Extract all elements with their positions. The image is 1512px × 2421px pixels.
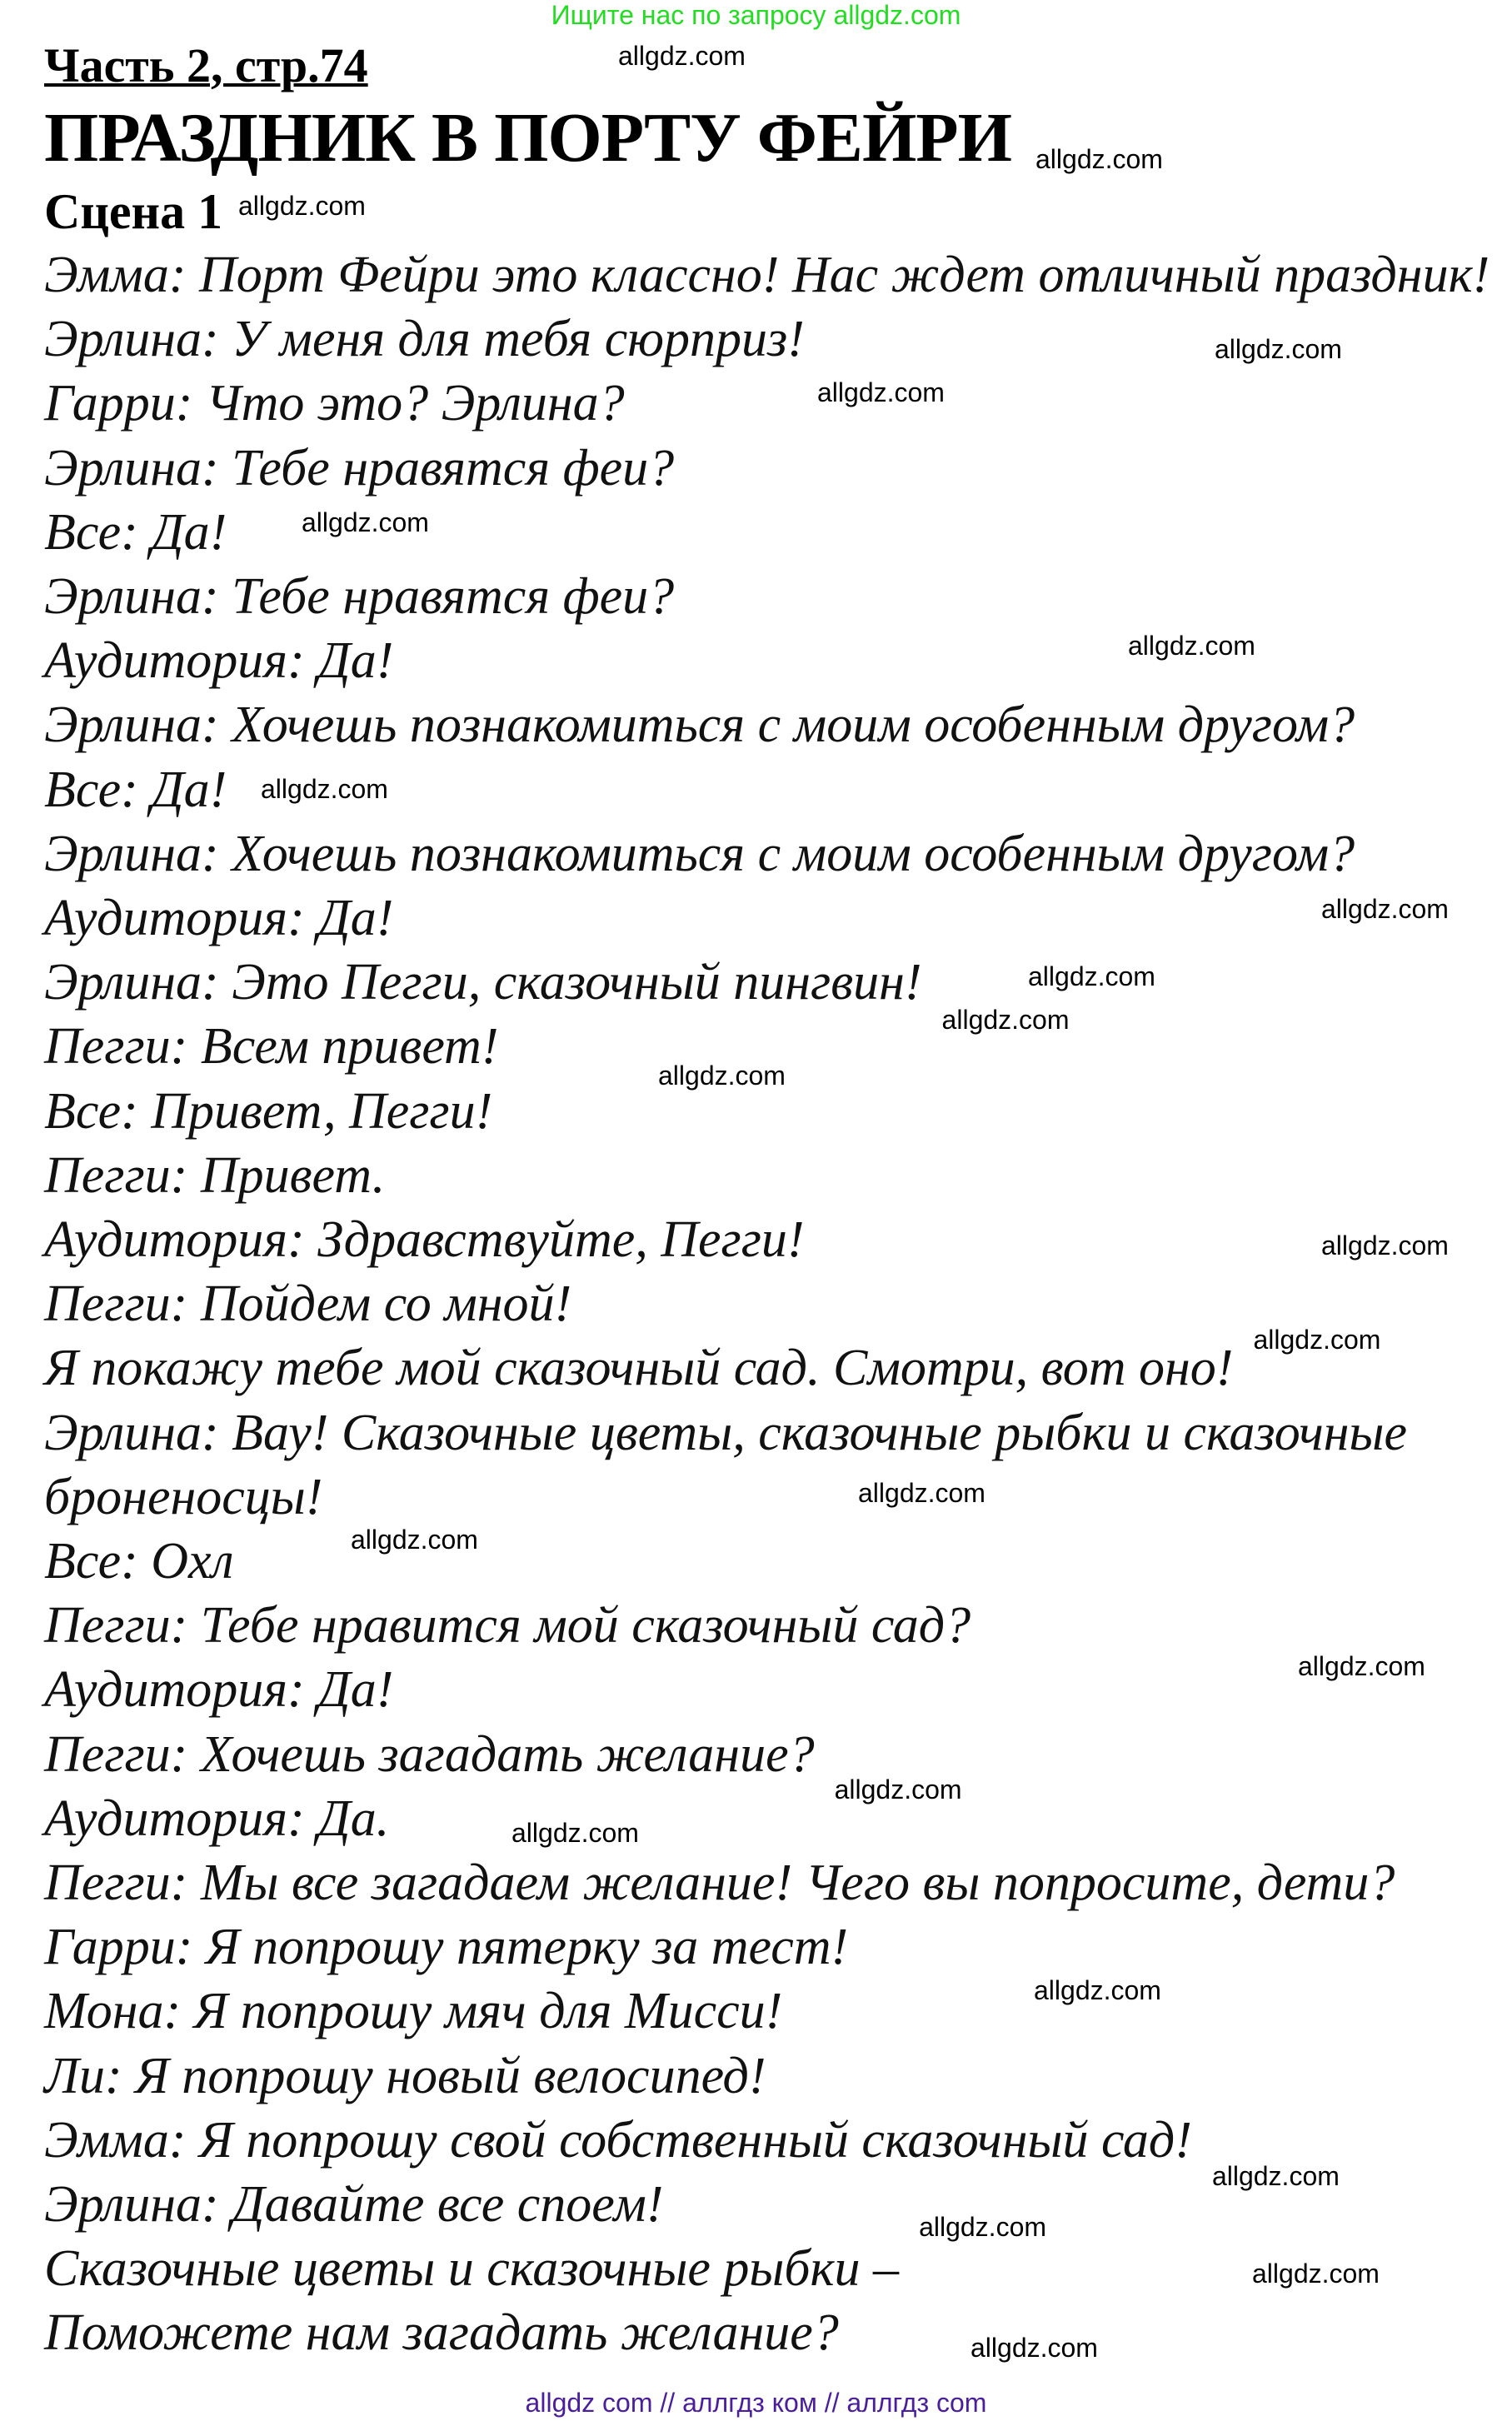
dialogue-line: Эрлина: Вау! Сказочные цветы, сказочные рыбки и сказочные: [44, 1404, 1408, 1461]
dialogue-line: Ли: Я попрошу новый велосипед!: [44, 2047, 766, 2104]
dialogue-line: Пегги: Хочешь загадать желание?: [44, 1725, 815, 1783]
dialogue-line: Мона: Я попрошу мяч для Мисси!: [44, 1983, 783, 2040]
watermark: allgdz.com: [302, 507, 429, 537]
page-title: ПРАЗДНИК В ПОРТУ ФЕЙРИ: [44, 99, 1011, 177]
watermark: allgdz.com: [1298, 1651, 1425, 1681]
dialogue-line: броненосцы!: [44, 1468, 323, 1525]
dialogue-line: Эрлина: Хочешь познакомиться с моим особенным другом?: [44, 825, 1355, 882]
watermark: allgdz.com: [261, 774, 388, 804]
dialogue-line: Эрлина: У меня для тебя сюрприз!: [44, 311, 805, 368]
watermark: allgdz.com: [658, 1061, 786, 1091]
dialogue-line: Аудитория: Да.: [44, 1790, 390, 1847]
dialogue-line: Пегги: Мы все загадаем желание! Чего вы попросите, дети?: [44, 1854, 1395, 1911]
watermark: allgdz.com: [817, 377, 945, 407]
watermark: allgdz.com: [1252, 2259, 1380, 2289]
dialogue-line: Эрлина: Тебе нравятся феи?: [44, 568, 675, 625]
dialogue-line: Все: Привет, Пегги!: [44, 1082, 493, 1140]
dialogue-line: Аудитория: Да!: [44, 890, 394, 946]
dialogue-line: Я покажу тебе мой сказочный сад. Смотри, вот оно!: [44, 1340, 1234, 1397]
dialogue-line: Гарри: Что это? Эрлина?: [44, 375, 625, 432]
watermark: allgdz.com: [618, 41, 746, 71]
watermark: allgdz.com: [351, 1525, 478, 1555]
scene-heading: Сцена 1: [44, 184, 223, 239]
watermark: allgdz.com: [1035, 144, 1163, 174]
dialogue-line: Эмма: Я попрошу свой собственный сказочный сад!: [44, 2111, 1192, 2169]
watermark: allgdz.com: [858, 1478, 986, 1508]
dialogue-line: Эрлина: Хочешь познакомиться с моим особенным другом?: [44, 696, 1355, 754]
dialogue-line: Все: Да!: [44, 503, 227, 561]
watermark: allgdz.com: [834, 1775, 962, 1805]
watermark: allgdz.com: [1034, 1975, 1161, 2005]
watermark: allgdz.com: [1028, 961, 1155, 991]
dialogue-line: Эрлина: Тебе нравятся феи?: [44, 439, 675, 497]
dialogue-line: Пегги: Пойдем со мной!: [44, 1275, 572, 1333]
dialogue-line: Аудитория: Да!: [44, 632, 394, 690]
search-banner: Ищите нас по запросу allgdz.com: [551, 0, 961, 30]
watermark: allgdz.com: [1128, 631, 1255, 661]
dialogue-line: Пегги: Всем привет!: [44, 1018, 499, 1076]
watermark: allgdz.com: [238, 191, 366, 221]
part-page-label: Часть 2, стр.74: [44, 38, 368, 92]
watermark: allgdz.com: [1321, 894, 1449, 924]
dialogue-line: Гарри: Я попрошу пятерку за тест!: [44, 1919, 849, 1976]
dialogue-line: Эрлина: Это Пегги, сказочный пингвин!: [44, 954, 922, 1011]
watermark: allgdz.com: [941, 1005, 1070, 1035]
watermark: allgdz.com: [971, 2333, 1098, 2363]
dialogue-line: Эрлина: Давайте все споем!: [44, 2176, 664, 2233]
dialogue-line: Все: Да!: [44, 761, 227, 818]
dialogue-line: Пегги: Тебе нравится мой сказочный сад?: [44, 1597, 971, 1655]
dialogue-line: Аудитория: Здравствуйте, Пегги!: [44, 1211, 805, 1268]
dialogue-line: Все: Охл: [44, 1533, 234, 1590]
watermark: allgdz.com: [1253, 1325, 1381, 1355]
dialogue-line: Аудитория: Да!: [44, 1661, 394, 1719]
footer-watermark: allgdz com // аллгдз ком // аллгдз com: [525, 2388, 987, 2418]
watermark: allgdz.com: [1215, 334, 1342, 364]
watermark: allgdz.com: [919, 2212, 1047, 2242]
dialogue-line: Сказочные цветы и сказочные рыбки –: [44, 2240, 900, 2298]
watermark: allgdz.com: [1211, 2161, 1340, 2191]
watermark: allgdz.com: [1321, 1230, 1449, 1260]
watermark: allgdz.com: [511, 1818, 639, 1848]
dialogue-line: Пегги: Привет.: [44, 1146, 386, 1204]
dialogue-line: Поможете нам загадать желание?: [44, 2304, 839, 2362]
dialogue-line: Эмма: Порт Фейри это классно! Нас ждет отличный праздник!: [44, 247, 1490, 303]
